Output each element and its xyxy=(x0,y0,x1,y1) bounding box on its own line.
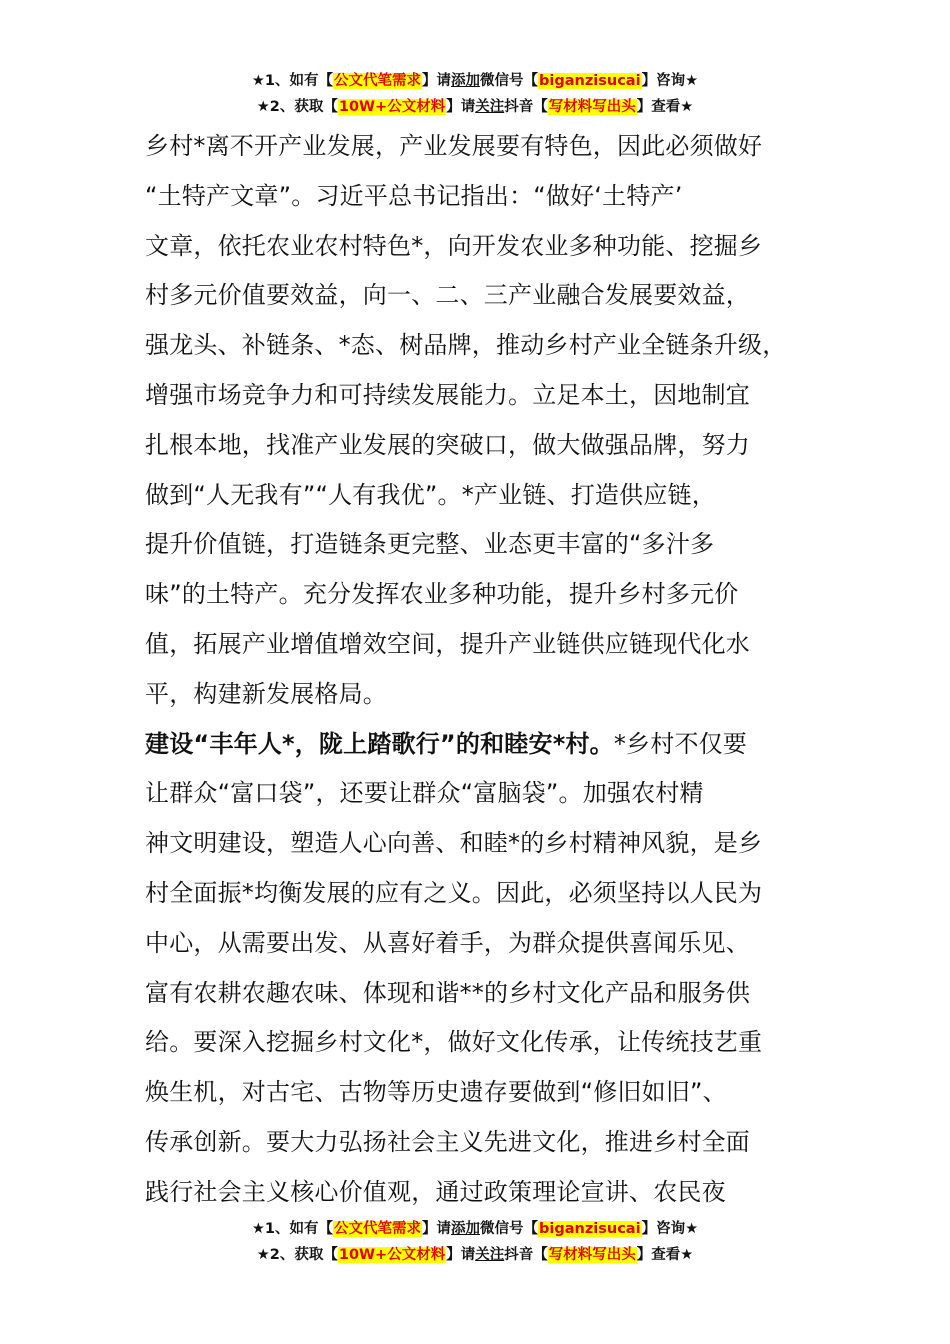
banner-text: ★1、如有【 xyxy=(251,1221,334,1237)
text-line: 增强市场竞争力和可持续发展能力。立足本土，因地制宜 xyxy=(145,380,750,409)
banner-underlined: 添加 xyxy=(451,73,481,89)
banner-text: 】请 xyxy=(446,1247,476,1263)
text-line: 焕生机，对古宅、古物等历史遗存要做到“修旧如旧”、 xyxy=(145,1078,727,1107)
document-body xyxy=(145,122,845,1218)
banner-text: 】请 xyxy=(446,99,476,115)
text-line: 传承创新。要大力弘扬社会主义先进文化，推进乡村全面 xyxy=(145,1127,750,1156)
banner-text: ★2、获取【 xyxy=(256,99,338,115)
banner-text: 抖音【 xyxy=(504,99,548,115)
banner-douyin-name: 写材料写出头 xyxy=(548,1247,636,1263)
banner-text: 】咨询★ xyxy=(641,73,699,89)
banner-wechat-id: biganzisucai xyxy=(539,1221,641,1237)
text-line: 扎根本地，找准产业发展的突破口，做大做强品牌，努力 xyxy=(145,430,750,459)
text-line: 村多元价值要效益，向一、二、三产业融合发展要效益， xyxy=(145,281,750,310)
banner-wechat-id: biganzisucai xyxy=(539,73,641,89)
text-line: 践行社会主义核心价值观，通过政策理论宣讲、农民夜 xyxy=(145,1177,726,1206)
banner-line-1 xyxy=(0,68,950,94)
text-line: “土特产文章”。习近平总书记指出：“做好‘土特产’ xyxy=(145,181,683,210)
banner-underlined: 关注 xyxy=(475,99,505,115)
text-line: 神文明建设，塑造人心向善、和睦*的乡村精神风貌，是乡 xyxy=(145,829,763,858)
banner-text: 微信号【 xyxy=(480,73,539,89)
banner-text: 】查看★ xyxy=(636,99,694,115)
text-line: 给。要深入挖掘乡村文化*，做好文化传承，让传统技艺重 xyxy=(145,1028,763,1057)
text-line: 值，拓展产业增值增效空间，提升产业链供应链现代化水 xyxy=(145,629,750,658)
banner-highlight: 公文代笔需求 xyxy=(334,73,422,89)
banner-text: 】请 xyxy=(422,1221,452,1237)
text-line: 强龙头、补链条、*态、树品牌，推动乡村产业全链条升级， xyxy=(145,331,787,360)
text-line: 文章，依托农业农村特色*，向开发农业多种功能、挖掘乡 xyxy=(145,231,763,260)
banner-douyin-name: 写材料写出头 xyxy=(548,99,636,115)
banner-text: 】咨询★ xyxy=(641,1221,699,1237)
text-line: 富有农耕农趣农味、体现和谐**的乡村文化产品和服务供 xyxy=(145,978,751,1007)
banner-highlight: 10W+公文材料 xyxy=(338,1247,446,1263)
text-line: 平，构建新发展格局。 xyxy=(145,679,387,708)
bottom-banner xyxy=(0,1216,950,1268)
banner-highlight: 公文代笔需求 xyxy=(334,1221,422,1237)
section-heading-line xyxy=(145,720,845,770)
banner-text: 】查看★ xyxy=(636,1247,694,1263)
banner-line-2 xyxy=(0,94,950,120)
text-line: 提升价值链，打造链条更完整、业态更丰富的“多汁多 xyxy=(145,530,715,559)
banner-line-2 xyxy=(0,1242,950,1268)
text-line: 做到“人无我有”“人有我优”。*产业链、打造供应链， xyxy=(145,480,716,509)
banner-line-1 xyxy=(0,1216,950,1242)
text-line: 中心，从需要出发、从喜好着手，为群众提供喜闻乐见、 xyxy=(145,928,750,957)
text-line: 村全面振*均衡发展的应有之义。因此，必须坚持以人民为 xyxy=(145,878,763,907)
banner-underlined: 关注 xyxy=(475,1247,505,1263)
banner-text: 】请 xyxy=(422,73,452,89)
top-banner xyxy=(0,68,950,120)
banner-highlight: 10W+公文材料 xyxy=(338,99,446,115)
text-line: 味”的土特产。充分发挥农业多种功能，提升乡村多元价 xyxy=(145,580,739,609)
banner-text: 抖音【 xyxy=(504,1247,548,1263)
banner-underlined: 添加 xyxy=(451,1221,481,1237)
text-fragment: *乡村不仅要 xyxy=(613,729,748,758)
section-heading: 建设“丰年人*，陇上踏歌行”的和睦安*村。 xyxy=(145,729,614,758)
banner-text: 微信号【 xyxy=(480,1221,539,1237)
banner-text: ★2、获取【 xyxy=(256,1247,338,1263)
text-line: 乡村*离不开产业发展，产业发展要有特色，因此必须做好 xyxy=(145,132,763,160)
text-line: 让群众“富口袋”，还要让群众“富脑袋”。加强农村精 xyxy=(145,779,704,808)
banner-text: ★1、如有【 xyxy=(251,73,334,89)
